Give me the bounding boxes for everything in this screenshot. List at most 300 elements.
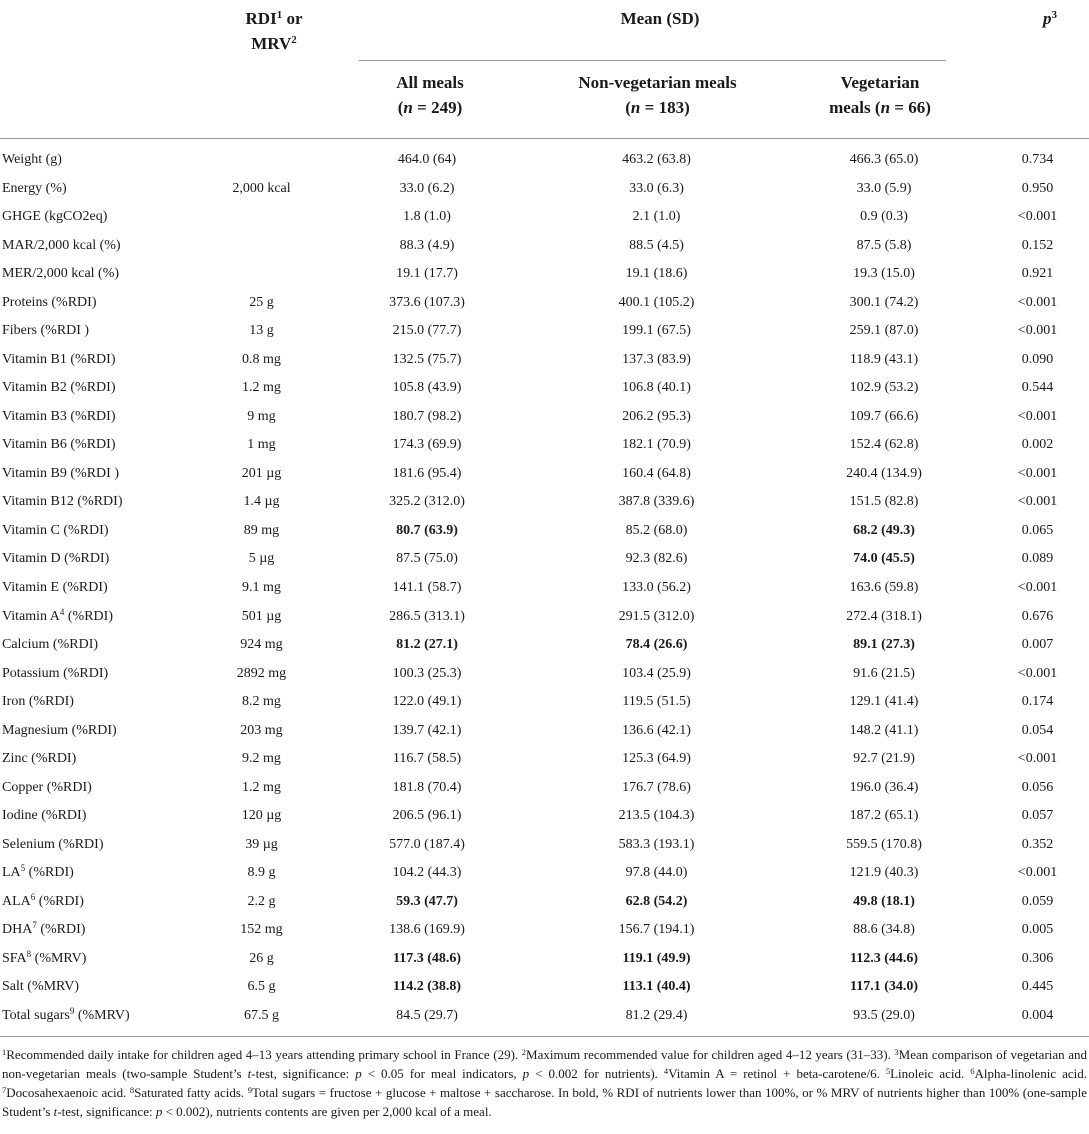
row-label-unit: (%RDI) xyxy=(64,608,113,624)
p-value: <0.001 xyxy=(1017,865,1058,881)
vegetarian-value: 187.2 (65.1) xyxy=(849,808,919,824)
table-row xyxy=(0,460,1089,489)
footnote-text: t xyxy=(53,1104,58,1119)
footnote-text: Linoleic acid. xyxy=(890,1066,971,1081)
non-vegetarian-value: 92.3 (82.6) xyxy=(625,551,688,567)
p-value: <0.001 xyxy=(1017,408,1058,424)
footnote-text: < 0.05 for meal indicators, xyxy=(361,1066,523,1081)
footnote-marker: 9 xyxy=(247,1085,252,1095)
reference-value xyxy=(200,232,323,261)
header-non-vegetarian-n-prefix: ( xyxy=(625,98,631,117)
p-value: 0.005 xyxy=(1021,922,1054,938)
vegetarian-value: 91.6 (21.5) xyxy=(853,665,915,681)
vegetarian-value: 559.5 (170.8) xyxy=(846,836,922,852)
row-label-unit: (%RDI) xyxy=(36,922,86,938)
row-label xyxy=(0,317,200,346)
vegetarian-value: 49.8 (18.1) xyxy=(853,893,915,909)
all-meals-value: 100.3 (25.3) xyxy=(392,665,462,681)
table-row xyxy=(0,659,1089,688)
footnote-text: Vitamin A = retinol + beta-carotene/6. xyxy=(668,1066,886,1081)
table-row xyxy=(0,289,1089,318)
row-label-footnote-ref: 9 xyxy=(69,1005,75,1016)
footnote-text: -test, significance: xyxy=(57,1104,156,1119)
row-label-text: Vitamin C (%RDI) xyxy=(2,522,109,538)
non-vegetarian-value: 199.1 (67.5) xyxy=(622,323,691,339)
all-meals-value: 84.5 (29.7) xyxy=(396,1007,458,1023)
p-value: 0.352 xyxy=(1021,836,1054,852)
row-label-text: Calcium (%RDI) xyxy=(2,637,99,653)
footnote-marker: 7 xyxy=(2,1085,7,1095)
header-rdi-sup: 1 xyxy=(276,9,283,21)
p-value: 0.065 xyxy=(1021,522,1054,538)
row-label xyxy=(0,859,200,888)
all-meals-value: 116.7 (58.5) xyxy=(392,751,462,767)
non-vegetarian-value: 97.8 (44.0) xyxy=(625,865,688,881)
row-label xyxy=(0,830,200,859)
row-label xyxy=(0,175,200,204)
row-label-unit: (%MRV) xyxy=(74,1007,130,1023)
footnote-text: Maximum recommended value for children aged 4–12 years (31–33). xyxy=(526,1047,895,1062)
non-vegetarian-value: 176.7 (78.6) xyxy=(622,779,691,795)
p-value: 0.090 xyxy=(1021,351,1054,367)
vegetarian-value: 118.9 (43.1) xyxy=(849,351,919,367)
row-label xyxy=(0,944,200,973)
reference-value: 5 µg xyxy=(248,551,275,567)
header-group-rule xyxy=(359,60,946,61)
vegetarian-value: 196.0 (36.4) xyxy=(849,779,919,795)
header-rdi-or: or xyxy=(282,9,303,28)
p-value: 0.306 xyxy=(1021,950,1054,966)
header-all-meals-n-value: = 249) xyxy=(412,98,463,117)
all-meals-value: 464.0 (64) xyxy=(397,152,457,168)
reference-value xyxy=(200,146,323,175)
non-vegetarian-value: 125.3 (64.9) xyxy=(622,751,691,767)
table-row xyxy=(0,175,1089,204)
non-vegetarian-value: 78.4 (26.6) xyxy=(625,637,688,653)
p-value: <0.001 xyxy=(1017,751,1058,767)
non-vegetarian-value: 103.4 (25.9) xyxy=(622,665,691,681)
all-meals-value: 80.7 (63.9) xyxy=(396,522,458,538)
p-value: 0.921 xyxy=(1021,266,1054,282)
reference-value: 9 mg xyxy=(247,408,276,424)
vegetarian-value: 152.4 (62.8) xyxy=(849,437,919,453)
header-all-meals-label: All meals xyxy=(396,73,464,92)
vegetarian-value: 109.7 (66.6) xyxy=(849,408,919,424)
non-vegetarian-value: 387.8 (339.6) xyxy=(618,494,695,510)
row-label-unit: (%MRV) xyxy=(31,950,87,966)
vegetarian-value: 117.1 (34.0) xyxy=(849,979,919,995)
header-p-sup: 3 xyxy=(1051,9,1057,21)
all-meals-value: 181.6 (95.4) xyxy=(392,465,462,481)
footnote-marker: 3 xyxy=(894,1047,899,1057)
reference-value: 2.2 g xyxy=(247,893,276,909)
row-label xyxy=(0,602,200,631)
row-label xyxy=(0,374,200,403)
p-value: <0.001 xyxy=(1017,209,1058,225)
footnote-text: Docosahexaenoic acid. xyxy=(6,1085,130,1100)
row-label xyxy=(0,146,200,175)
reference-value: 152 mg xyxy=(240,922,283,938)
non-vegetarian-value: 400.1 (105.2) xyxy=(618,294,695,310)
row-label-text: SFA xyxy=(2,950,27,966)
p-value: 0.734 xyxy=(1021,152,1054,168)
table-row xyxy=(0,431,1089,460)
reference-value: 1.2 mg xyxy=(242,779,281,795)
header-rdi-label: RDI xyxy=(245,9,277,28)
reference-value: 1.2 mg xyxy=(242,380,281,396)
all-meals-value: 1.8 (1.0) xyxy=(403,209,451,225)
header-all-meals-n-prefix: ( xyxy=(397,98,404,117)
footnote-text: p xyxy=(355,1066,362,1081)
row-label-text: Proteins (%RDI) xyxy=(2,294,97,310)
table-row xyxy=(0,830,1089,859)
all-meals-value: 181.8 (70.4) xyxy=(392,779,462,795)
vegetarian-value: 0.9 (0.3) xyxy=(860,209,908,225)
table-row xyxy=(0,260,1089,289)
footnote-text: -test, significance: xyxy=(251,1066,356,1081)
reference-value: 26 g xyxy=(249,950,274,966)
non-vegetarian-value: 88.5 (4.5) xyxy=(629,237,684,253)
non-vegetarian-value: 119.1 (49.9) xyxy=(622,950,691,966)
vegetarian-value: 259.1 (87.0) xyxy=(849,323,919,339)
row-label xyxy=(0,802,200,831)
non-vegetarian-value: 583.3 (193.1) xyxy=(618,836,695,852)
non-vegetarian-value: 2.1 (1.0) xyxy=(632,209,681,225)
row-label-text: Iron (%RDI) xyxy=(2,694,74,710)
reference-value: 13 g xyxy=(249,323,274,339)
table-row xyxy=(0,317,1089,346)
all-meals-value: 132.5 (75.7) xyxy=(392,351,462,367)
reference-value: 6.5 g xyxy=(247,979,276,995)
row-label xyxy=(0,545,200,574)
table-row xyxy=(0,745,1089,774)
row-label xyxy=(0,688,200,717)
table-row xyxy=(0,545,1089,574)
row-label xyxy=(0,346,200,375)
table-row xyxy=(0,773,1089,802)
table-bottom-rule xyxy=(0,1036,1089,1037)
footnote-marker: 2 xyxy=(521,1047,527,1057)
row-label xyxy=(0,716,200,745)
non-vegetarian-value: 19.1 (18.6) xyxy=(625,266,688,282)
row-label-text: Vitamin B2 (%RDI) xyxy=(2,380,116,396)
table-row xyxy=(0,716,1089,745)
footnote-text: p xyxy=(522,1066,530,1081)
row-label-footnote-ref: 4 xyxy=(59,606,65,617)
reference-value: 924 mg xyxy=(240,637,283,653)
header-vegetarian-n-value: = 66) xyxy=(890,98,931,117)
row-label-text: Copper (%RDI) xyxy=(2,779,92,795)
row-label-text: Fibers (%RDI ) xyxy=(2,323,90,339)
reference-value: 25 g xyxy=(249,294,274,310)
reference-value: 501 µg xyxy=(241,608,282,624)
row-label-text: Vitamin E (%RDI) xyxy=(2,579,108,595)
non-vegetarian-value: 81.2 (29.4) xyxy=(625,1007,688,1023)
row-label-text: Vitamin B12 (%RDI) xyxy=(2,494,123,510)
footnote-marker: 1 xyxy=(2,1047,7,1057)
reference-value xyxy=(200,203,323,232)
table-row xyxy=(0,146,1089,175)
reference-value: 1 mg xyxy=(247,437,276,453)
nutrient-table-body xyxy=(0,146,1089,1030)
p-value: 0.056 xyxy=(1021,779,1054,795)
all-meals-value: 174.3 (69.9) xyxy=(392,437,462,453)
all-meals-value: 286.5 (313.1) xyxy=(389,608,465,624)
reference-value: 89 mg xyxy=(243,522,280,538)
row-label-text: Total sugars xyxy=(2,1007,70,1023)
table-row xyxy=(0,802,1089,831)
reference-value: 39 µg xyxy=(245,836,278,852)
footnote-text: p xyxy=(155,1104,163,1119)
p-value: 0.950 xyxy=(1021,180,1054,196)
non-vegetarian-value: 85.2 (68.0) xyxy=(625,522,688,538)
all-meals-value: 122.0 (49.1) xyxy=(392,694,462,710)
header-mrv-label: MRV xyxy=(251,34,292,53)
vegetarian-value: 88.6 (34.8) xyxy=(853,922,915,938)
all-meals-value: 105.8 (43.9) xyxy=(392,380,462,396)
table-row xyxy=(0,374,1089,403)
row-label xyxy=(0,973,200,1002)
non-vegetarian-value: 113.1 (40.4) xyxy=(622,979,691,995)
table-row xyxy=(0,688,1089,717)
non-vegetarian-value: 160.4 (64.8) xyxy=(622,465,691,481)
row-label-text: Vitamin A xyxy=(2,608,60,624)
vegetarian-value: 33.0 (5.9) xyxy=(856,180,912,196)
vegetarian-value: 87.5 (5.8) xyxy=(856,237,912,253)
row-label-text: LA xyxy=(2,865,21,881)
row-label-text: Vitamin D (%RDI) xyxy=(2,551,110,567)
vegetarian-value: 466.3 (65.0) xyxy=(849,152,919,168)
footnote-text: t xyxy=(247,1066,252,1081)
header-vegetarian-n-var: n xyxy=(880,98,891,117)
p-value: 0.544 xyxy=(1021,380,1054,396)
header-p-value xyxy=(1030,6,1070,31)
p-value: 0.059 xyxy=(1021,893,1054,909)
non-vegetarian-value: 463.2 (63.8) xyxy=(622,152,691,168)
p-value: 0.007 xyxy=(1021,637,1054,653)
header-non-vegetarian xyxy=(530,70,785,120)
table-row xyxy=(0,973,1089,1002)
all-meals-value: 19.1 (17.7) xyxy=(396,266,458,282)
table-row xyxy=(0,631,1089,660)
reference-value: 203 mg xyxy=(240,722,283,738)
vegetarian-value: 300.1 (74.2) xyxy=(849,294,919,310)
row-label xyxy=(0,517,200,546)
non-vegetarian-value: 206.2 (95.3) xyxy=(622,408,691,424)
row-label-text: Energy (%) xyxy=(2,180,67,196)
header-vegetarian-label: Vegetarian xyxy=(840,73,920,92)
table-row xyxy=(0,203,1089,232)
table-row xyxy=(0,346,1089,375)
reference-value: 120 µg xyxy=(241,808,282,824)
row-label-unit: (%RDI) xyxy=(35,893,84,909)
table-row xyxy=(0,1001,1089,1030)
p-value: 0.054 xyxy=(1021,722,1054,738)
header-non-vegetarian-n-value: = 183) xyxy=(640,98,690,117)
row-label-text: DHA xyxy=(2,922,33,938)
footnote-text: Recommended daily intake for children aged 4–13 years attending primary school in France (29). xyxy=(6,1047,522,1062)
p-value: <0.001 xyxy=(1017,579,1058,595)
table-row xyxy=(0,232,1089,261)
header-non-vegetarian-label: Non-vegetarian meals xyxy=(578,73,737,92)
p-value: 0.057 xyxy=(1021,808,1054,824)
footnote-text: Saturated fatty acids. xyxy=(134,1085,248,1100)
reference-value: 9.2 mg xyxy=(242,751,281,767)
row-label-text: Weight (g) xyxy=(2,152,62,168)
row-label xyxy=(0,260,200,289)
header-p-label: p xyxy=(1043,9,1052,28)
row-label-text: Vitamin B3 (%RDI) xyxy=(2,408,116,424)
p-value: <0.001 xyxy=(1017,494,1058,510)
row-label-text: MER/2,000 kcal (%) xyxy=(2,266,120,282)
non-vegetarian-value: 213.5 (104.3) xyxy=(618,808,695,824)
row-label-text: MAR/2,000 kcal (%) xyxy=(2,237,121,253)
vegetarian-value: 102.9 (53.2) xyxy=(849,380,919,396)
p-value: <0.001 xyxy=(1017,665,1058,681)
reference-value: 8.2 mg xyxy=(242,694,281,710)
p-value: 0.174 xyxy=(1021,694,1054,710)
row-label xyxy=(0,745,200,774)
table-row xyxy=(0,517,1089,546)
all-meals-value: 139.7 (42.1) xyxy=(392,722,462,738)
row-label xyxy=(0,887,200,916)
row-label-footnote-ref: 7 xyxy=(32,920,37,931)
row-label-text: Iodine (%RDI) xyxy=(2,808,87,824)
footnote-text: Total sugars = fructose + glucose + maltose + saccharose. In bold, % RDI of nutrients lower than 100%, or % MRV of nutrients higher than 100% (one-sample Student’s xyxy=(2,1085,1087,1119)
vegetarian-value: 93.5 (29.0) xyxy=(853,1007,915,1023)
header-vegetarian xyxy=(780,70,980,120)
header-bottom-rule xyxy=(0,138,1089,139)
table-row xyxy=(0,574,1089,603)
footnote-marker: 6 xyxy=(970,1066,975,1076)
row-label-text: Potassium (%RDI) xyxy=(2,665,109,681)
all-meals-value: 325.2 (312.0) xyxy=(389,494,465,510)
all-meals-value: 33.0 (6.2) xyxy=(399,180,455,196)
row-label-text: Vitamin B1 (%RDI) xyxy=(2,351,116,367)
vegetarian-value: 163.6 (59.8) xyxy=(849,579,919,595)
vegetarian-value: 240.4 (134.9) xyxy=(846,465,922,481)
reference-value: 67.5 g xyxy=(244,1007,279,1023)
vegetarian-value: 148.2 (41.1) xyxy=(849,722,919,738)
footnote-text: < 0.002 for nutrients). xyxy=(529,1066,664,1081)
all-meals-value: 88.3 (4.9) xyxy=(399,237,455,253)
footnote-text: Mean comparison of vegetarian and non-vegetarian meals (two-sample Student’s xyxy=(2,1047,1088,1081)
all-meals-value: 117.3 (48.6) xyxy=(392,950,462,966)
row-label-text: ALA xyxy=(2,893,31,909)
row-label xyxy=(0,773,200,802)
header-non-vegetarian-n-var: n xyxy=(630,98,641,117)
row-label-footnote-ref: 8 xyxy=(26,948,32,959)
row-label xyxy=(0,488,200,517)
non-vegetarian-value: 156.7 (194.1) xyxy=(618,922,695,938)
non-vegetarian-value: 119.5 (51.5) xyxy=(622,694,691,710)
vegetarian-value: 121.9 (40.3) xyxy=(849,865,919,881)
vegetarian-value: 68.2 (49.3) xyxy=(853,522,915,538)
p-value: 0.004 xyxy=(1021,1007,1054,1023)
all-meals-value: 87.5 (75.0) xyxy=(396,551,458,567)
p-value: 0.676 xyxy=(1021,608,1054,624)
p-value: 0.152 xyxy=(1021,237,1054,253)
row-label xyxy=(0,203,200,232)
header-rdi-mrv xyxy=(224,6,324,56)
all-meals-value: 206.5 (96.1) xyxy=(392,808,462,824)
table-row xyxy=(0,602,1089,631)
all-meals-value: 180.7 (98.2) xyxy=(392,408,462,424)
row-label-text: Magnesium (%RDI) xyxy=(2,722,117,738)
all-meals-value: 59.3 (47.7) xyxy=(396,893,458,909)
p-value: <0.001 xyxy=(1017,294,1058,310)
table-row xyxy=(0,887,1089,916)
vegetarian-value: 89.1 (27.3) xyxy=(853,637,915,653)
row-label xyxy=(0,289,200,318)
reference-value: 0.8 mg xyxy=(242,351,281,367)
table-footnotes xyxy=(2,1045,1087,1121)
reference-value xyxy=(200,260,323,289)
row-label-footnote-ref: 5 xyxy=(20,863,26,874)
vegetarian-value: 92.7 (21.9) xyxy=(853,751,915,767)
header-vegetarian-n-prefix: meals ( xyxy=(829,98,881,117)
row-label xyxy=(0,403,200,432)
reference-value: 8.9 g xyxy=(247,865,276,881)
row-label-text: Vitamin B9 (%RDI ) xyxy=(2,465,119,481)
vegetarian-value: 272.4 (318.1) xyxy=(846,608,922,624)
non-vegetarian-value: 33.0 (6.3) xyxy=(629,180,684,196)
row-label xyxy=(0,460,200,489)
row-label-text: Selenium (%RDI) xyxy=(2,836,104,852)
non-vegetarian-value: 291.5 (312.0) xyxy=(618,608,695,624)
row-label xyxy=(0,232,200,261)
all-meals-value: 81.2 (27.1) xyxy=(396,637,458,653)
vegetarian-value: 19.3 (15.0) xyxy=(853,266,915,282)
table-row xyxy=(0,403,1089,432)
all-meals-value: 577.0 (187.4) xyxy=(389,836,465,852)
all-meals-value: 215.0 (77.7) xyxy=(392,323,462,339)
non-vegetarian-value: 133.0 (56.2) xyxy=(622,579,691,595)
p-value: <0.001 xyxy=(1017,465,1058,481)
all-meals-value: 104.2 (44.3) xyxy=(392,865,462,881)
nutrient-table xyxy=(0,146,1089,1030)
header-all-meals-n-var: n xyxy=(403,98,413,117)
all-meals-value: 373.6 (107.3) xyxy=(389,294,465,310)
non-vegetarian-value: 106.8 (40.1) xyxy=(622,380,691,396)
row-label xyxy=(0,574,200,603)
footnote-marker: 8 xyxy=(129,1085,135,1095)
row-label xyxy=(0,916,200,945)
row-label xyxy=(0,631,200,660)
non-vegetarian-value: 62.8 (54.2) xyxy=(625,893,688,909)
header-mean-sd: Mean (SD) xyxy=(620,9,700,28)
row-label-text: Vitamin B6 (%RDI) xyxy=(2,437,116,453)
reference-value: 2,000 kcal xyxy=(232,180,291,196)
vegetarian-value: 129.1 (41.4) xyxy=(849,694,919,710)
footnote-text: < 0.002), nutrients contents are given per 2,000 kcal of a meal. xyxy=(162,1104,492,1119)
reference-value: 201 µg xyxy=(241,465,282,481)
non-vegetarian-value: 137.3 (83.9) xyxy=(622,351,691,367)
reference-value: 2892 mg xyxy=(236,665,287,681)
header-mrv-sup: 2 xyxy=(291,34,297,46)
row-label-text: Salt (%MRV) xyxy=(2,979,80,995)
footnote-marker: 5 xyxy=(885,1066,891,1076)
p-value: 0.089 xyxy=(1021,551,1054,567)
reference-value: 1.4 µg xyxy=(243,494,280,510)
row-label-text: Zinc (%RDI) xyxy=(2,751,77,767)
non-vegetarian-value: 182.1 (70.9) xyxy=(622,437,691,453)
table-row xyxy=(0,916,1089,945)
row-label xyxy=(0,431,200,460)
row-label xyxy=(0,1001,200,1030)
vegetarian-value: 151.5 (82.8) xyxy=(849,494,919,510)
footnote-text: Alpha-linolenic acid. xyxy=(974,1066,1087,1081)
